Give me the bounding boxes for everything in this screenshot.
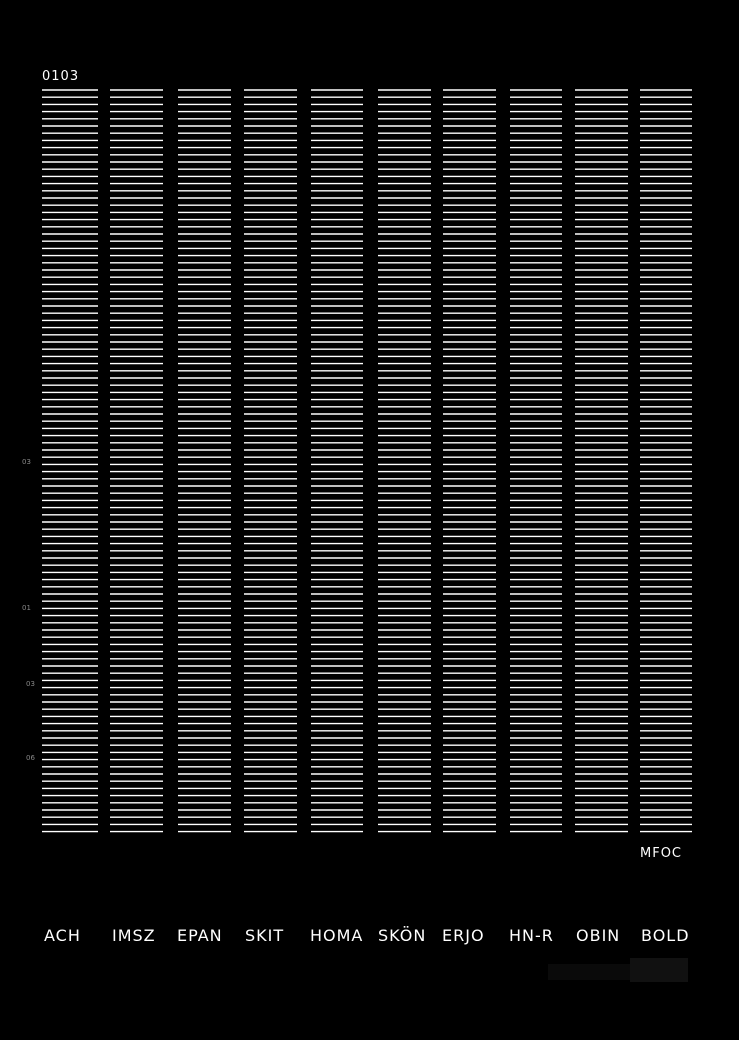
column-label: HOMA xyxy=(310,926,364,945)
column-label: SKÖN xyxy=(378,926,427,945)
column-label: ERJO xyxy=(442,926,485,945)
column-label: EPAN xyxy=(177,926,223,945)
column-label: ACH xyxy=(44,926,81,945)
side-mark: 03 xyxy=(22,458,31,466)
smudge xyxy=(630,958,688,982)
column-label: HN-R xyxy=(509,926,554,945)
side-mark: 03 xyxy=(26,680,35,688)
column-label: IMSZ xyxy=(112,926,156,945)
side-mark: 06 xyxy=(26,754,35,762)
column-label: OBIN xyxy=(576,926,621,945)
column-label: BOLD xyxy=(641,926,690,945)
column-label: SKIT xyxy=(245,926,285,945)
corner-mark: MFOC xyxy=(640,846,683,861)
sheet-code: 0103 xyxy=(42,69,80,84)
side-mark: 01 xyxy=(22,604,31,612)
